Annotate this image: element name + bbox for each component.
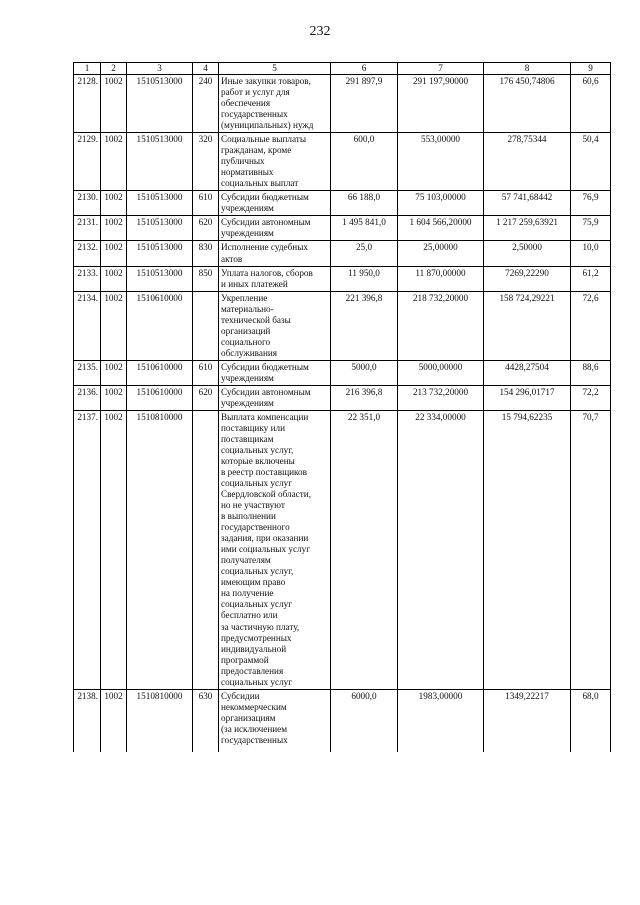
expense-type-code: 850 — [193, 266, 219, 291]
approved-amount: 22 351,0 — [331, 410, 398, 689]
target-article-code: 1510513000 — [127, 75, 193, 133]
executed-amount: 1 217 259,63921 — [484, 216, 571, 241]
expense-name: Субсидии бюджетным учреждениям — [219, 191, 331, 216]
table-row — [74, 241, 611, 266]
executed-amount: 57 741,68442 — [484, 191, 571, 216]
refined-amount: 291 197,90000 — [398, 75, 484, 133]
row-number: 2131. — [74, 216, 101, 241]
approved-amount: 600,0 — [331, 133, 398, 191]
section-code: 1002 — [101, 216, 127, 241]
section-code: 1002 — [101, 291, 127, 360]
expense-name: Укрепление материально- технической базы организаций социального обслуживания — [219, 291, 331, 360]
table-row — [74, 133, 611, 191]
column-header: 3 — [127, 63, 193, 75]
table-row — [74, 689, 611, 752]
row-number: 2133. — [74, 266, 101, 291]
section-code: 1002 — [101, 133, 127, 191]
section-code: 1002 — [101, 75, 127, 133]
target-article-code: 1510610000 — [127, 291, 193, 360]
row-number: 2137. — [74, 410, 101, 689]
expense-name: Уплата налогов, сборов и иных платежей — [219, 266, 331, 291]
execution-percent: 61,2 — [571, 266, 611, 291]
approved-amount: 216 396,8 — [331, 385, 398, 410]
table-row — [74, 191, 611, 216]
expense-type-code: 610 — [193, 360, 219, 385]
section-code: 1002 — [101, 241, 127, 266]
row-number: 2129. — [74, 133, 101, 191]
row-number: 2134. — [74, 291, 101, 360]
target-article-code: 1510810000 — [127, 410, 193, 689]
budget-table — [73, 62, 611, 752]
execution-percent: 50,4 — [571, 133, 611, 191]
target-article-code: 1510810000 — [127, 689, 193, 752]
row-number: 2135. — [74, 360, 101, 385]
expense-type-code: 830 — [193, 241, 219, 266]
expense-name: Исполнение судебных актов — [219, 241, 331, 266]
executed-amount: 7269,22290 — [484, 266, 571, 291]
header-row — [74, 63, 611, 75]
section-code: 1002 — [101, 410, 127, 689]
expense-name: Иные закупки товаров, работ и услуг для обеспечения государственных (муниципальных) нужд — [219, 75, 331, 133]
section-code: 1002 — [101, 689, 127, 752]
approved-amount: 5000,0 — [331, 360, 398, 385]
execution-percent: 75,9 — [571, 216, 611, 241]
expense-type-code — [193, 410, 219, 689]
table-row — [74, 360, 611, 385]
refined-amount: 11 870,00000 — [398, 266, 484, 291]
execution-percent: 60,6 — [571, 75, 611, 133]
refined-amount: 213 732,20000 — [398, 385, 484, 410]
column-header: 1 — [74, 63, 101, 75]
section-code: 1002 — [101, 360, 127, 385]
executed-amount: 154 296,01717 — [484, 385, 571, 410]
execution-percent: 72,6 — [571, 291, 611, 360]
table-row — [74, 216, 611, 241]
refined-amount: 5000,00000 — [398, 360, 484, 385]
target-article-code: 1510513000 — [127, 133, 193, 191]
row-number: 2138. — [74, 689, 101, 752]
table-row — [74, 75, 611, 133]
target-article-code: 1510513000 — [127, 266, 193, 291]
section-code: 1002 — [101, 385, 127, 410]
target-article-code: 1510610000 — [127, 360, 193, 385]
executed-amount: 278,75344 — [484, 133, 571, 191]
executed-amount: 2,50000 — [484, 241, 571, 266]
execution-percent: 76,9 — [571, 191, 611, 216]
executed-amount: 176 450,74806 — [484, 75, 571, 133]
approved-amount: 11 950,0 — [331, 266, 398, 291]
expense-type-code: 240 — [193, 75, 219, 133]
refined-amount: 22 334,00000 — [398, 410, 484, 689]
column-header: 6 — [331, 63, 398, 75]
approved-amount: 6000,0 — [331, 689, 398, 752]
expense-name: Выплата компенсации поставщику или поставщикам социальных услуг, которые включены в реестр поставщиков социальных услуг Свердловской области, но не участвуют в выполнении государственного задания, при оказании ими социальных услуг получателям социальных услуг, имеющим право на получение социальных услуг бесплатно или за частичную плату, предусмотренных индивидуальной программой предоставления социальных услуг — [219, 410, 331, 689]
approved-amount: 291 897,9 — [331, 75, 398, 133]
section-code: 1002 — [101, 266, 127, 291]
column-header: 8 — [484, 63, 571, 75]
approved-amount: 221 396,8 — [331, 291, 398, 360]
execution-percent: 10,0 — [571, 241, 611, 266]
column-header: 5 — [219, 63, 331, 75]
expense-type-code: 630 — [193, 689, 219, 752]
execution-percent: 70,7 — [571, 410, 611, 689]
executed-amount: 1349,22217 — [484, 689, 571, 752]
refined-amount: 553,00000 — [398, 133, 484, 191]
approved-amount: 1 495 841,0 — [331, 216, 398, 241]
section-code: 1002 — [101, 191, 127, 216]
executed-amount: 15 794,62235 — [484, 410, 571, 689]
column-header: 2 — [101, 63, 127, 75]
table-row — [74, 291, 611, 360]
expense-name: Субсидии автономным учреждениям — [219, 385, 331, 410]
execution-percent: 88,6 — [571, 360, 611, 385]
row-number: 2132. — [74, 241, 101, 266]
target-article-code: 1510513000 — [127, 191, 193, 216]
target-article-code: 1510513000 — [127, 216, 193, 241]
refined-amount: 1 604 566,20000 — [398, 216, 484, 241]
column-header: 4 — [193, 63, 219, 75]
page-number: 232 — [309, 24, 331, 39]
refined-amount: 25,00000 — [398, 241, 484, 266]
target-article-code: 1510610000 — [127, 385, 193, 410]
expense-name: Социальные выплаты гражданам, кроме публичных нормативных социальных выплат — [219, 133, 331, 191]
execution-percent: 68,0 — [571, 689, 611, 752]
executed-amount: 4428,27504 — [484, 360, 571, 385]
target-article-code: 1510513000 — [127, 241, 193, 266]
table-row — [74, 266, 611, 291]
approved-amount: 25,0 — [331, 241, 398, 266]
expense-name: Субсидии бюджетным учреждениям — [219, 360, 331, 385]
table-row — [74, 410, 611, 689]
row-number: 2130. — [74, 191, 101, 216]
expense-type-code — [193, 291, 219, 360]
execution-percent: 72,2 — [571, 385, 611, 410]
expense-type-code: 620 — [193, 385, 219, 410]
refined-amount: 218 732,20000 — [398, 291, 484, 360]
expense-type-code: 610 — [193, 191, 219, 216]
column-header: 7 — [398, 63, 484, 75]
executed-amount: 158 724,29221 — [484, 291, 571, 360]
expense-name: Субсидии некоммерческим организациям (за исключением государственных — [219, 689, 331, 752]
expense-name: Субсидии автономным учреждениям — [219, 216, 331, 241]
refined-amount: 75 103,00000 — [398, 191, 484, 216]
row-number: 2136. — [74, 385, 101, 410]
expense-type-code: 620 — [193, 216, 219, 241]
row-number: 2128. — [74, 75, 101, 133]
column-header: 9 — [571, 63, 611, 75]
expense-type-code: 320 — [193, 133, 219, 191]
approved-amount: 66 188,0 — [331, 191, 398, 216]
table-row — [74, 385, 611, 410]
refined-amount: 1983,00000 — [398, 689, 484, 752]
